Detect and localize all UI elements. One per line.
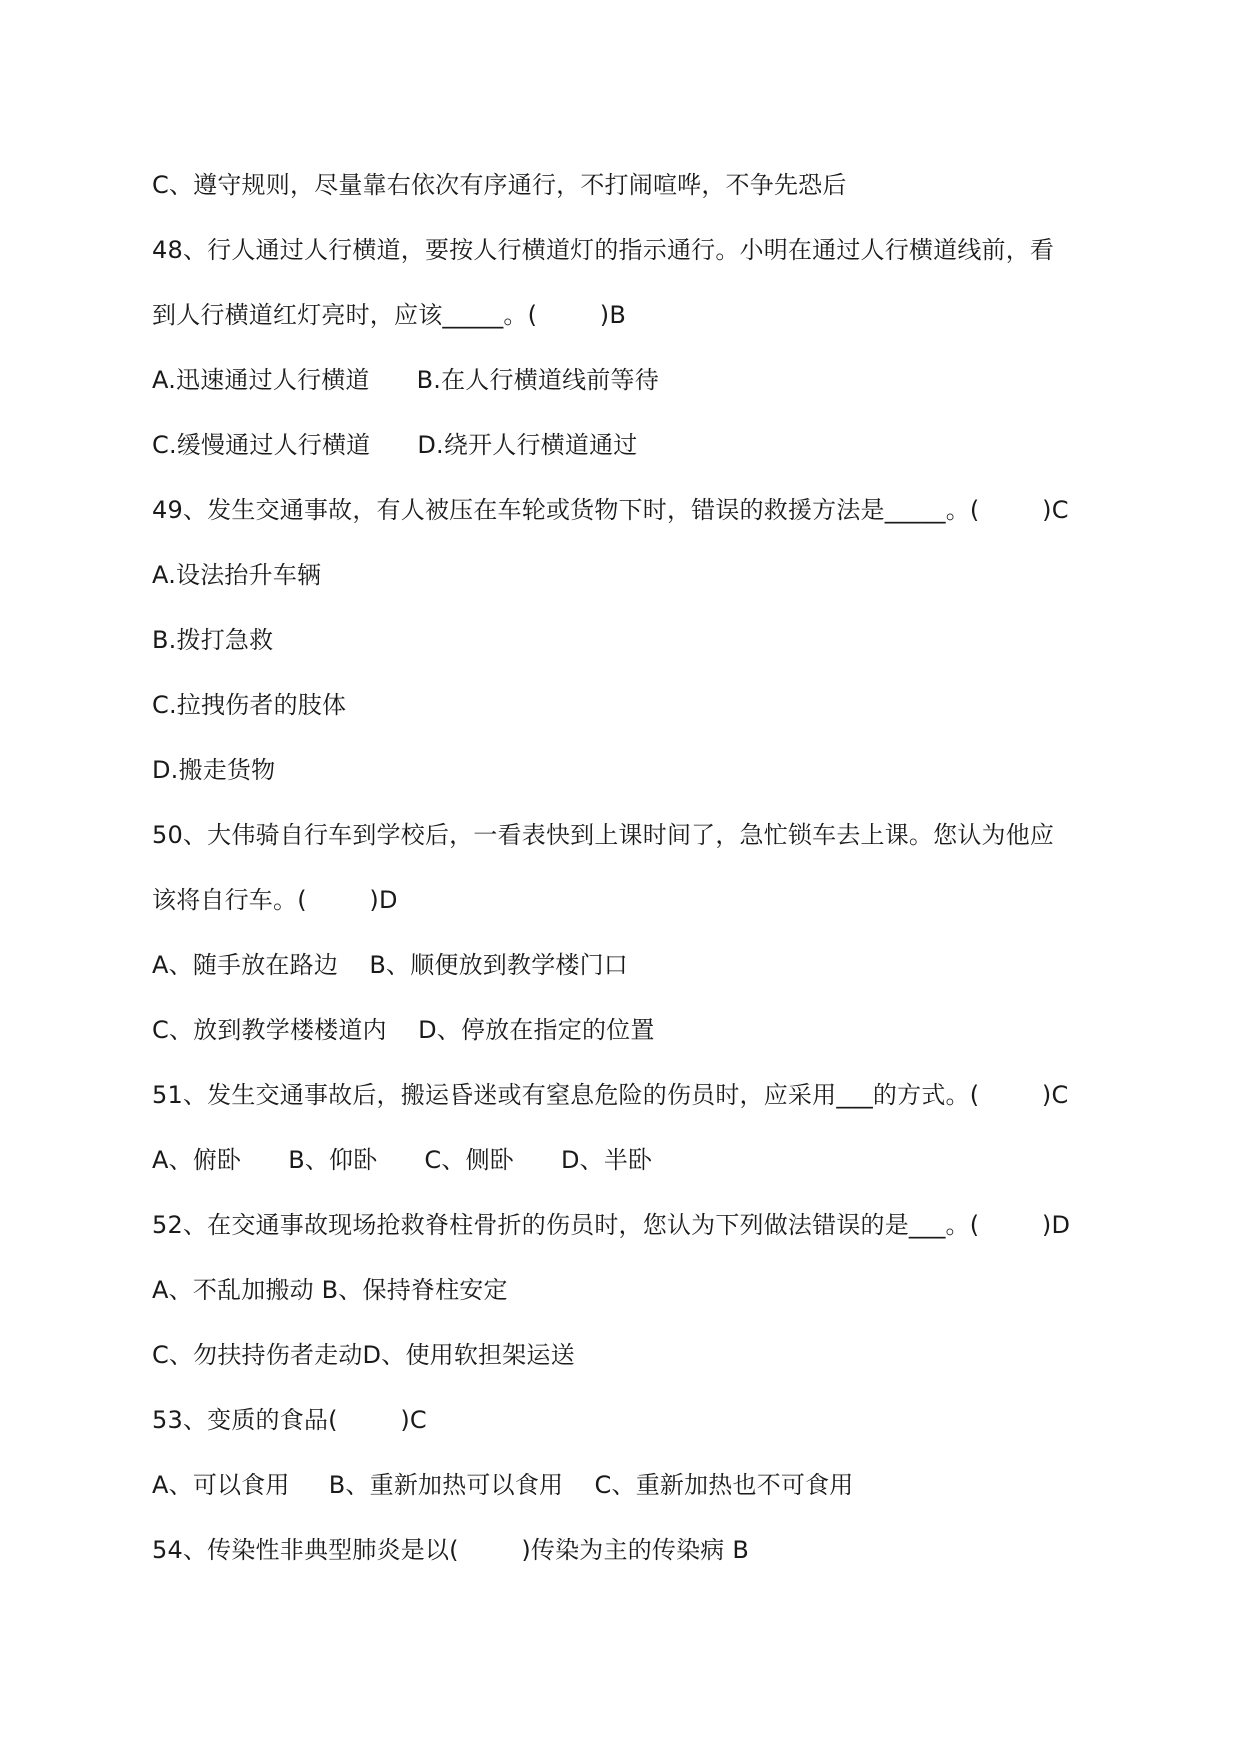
option-c-q49: C.拉拽伤者的肢体: [152, 691, 347, 719]
option-a-q49: A.设法抬升车辆: [152, 561, 322, 589]
question-54: 54、传染性非典型肺炎是以( )传染为主的传染病 B: [152, 1536, 749, 1564]
question-48-line-2: 到人行横道红灯亮时，应该_____。( )B: [152, 301, 627, 329]
question-50-line-2: 该将自行车。( )D: [152, 886, 398, 914]
question-48-line-1: 48、行人通过人行横道，要按人行横道灯的指示通行。小明在通过人行横道线前，看: [152, 236, 1055, 264]
question-50-line-1: 50、大伟骑自行车到学校后，一看表快到上课时间了，急忙锁车去上课。您认为他应: [152, 821, 1055, 849]
question-52: 52、在交通事故现场抢救脊柱骨折的伤员时，您认为下列做法错误的是___。( )D: [152, 1211, 1071, 1239]
question-51: 51、发生交通事故后，搬运昏迷或有窒息危险的伤员时，应采用___的方式。( )C: [152, 1081, 1069, 1109]
options-q48-ab: A.迅速通过人行横道 B.在人行横道线前等待: [152, 366, 659, 394]
options-q51: A、俯卧 B、仰卧 C、侧卧 D、半卧: [152, 1146, 653, 1174]
option-c-q47: C、遵守规则，尽量靠右依次有序通行，不打闹喧哗，不争先恐后: [152, 171, 847, 199]
option-d-q49: D.搬走货物: [152, 756, 276, 784]
question-53: 53、变质的食品( )C: [152, 1406, 427, 1434]
options-q52-cd: C、勿扶持伤者走动D、使用软担架运送: [152, 1341, 575, 1369]
option-b-q49: B.拨打急救: [152, 626, 274, 654]
options-q52-ab: A、不乱加搬动 B、保持脊柱安定: [152, 1276, 508, 1304]
options-q50-cd: C、放到教学楼楼道内 D、停放在指定的位置: [152, 1016, 655, 1044]
options-q53: A、可以食用 B、重新加热可以食用 C、重新加热也不可食用: [152, 1471, 854, 1499]
options-q50-ab: A、随手放在路边 B、顺便放到教学楼门口: [152, 951, 628, 979]
question-49: 49、发生交通事故，有人被压在车轮或货物下时，错误的救援方法是_____。( )C: [152, 496, 1069, 524]
options-q48-cd: C.缓慢通过人行横道 D.绕开人行横道通过: [152, 431, 638, 459]
